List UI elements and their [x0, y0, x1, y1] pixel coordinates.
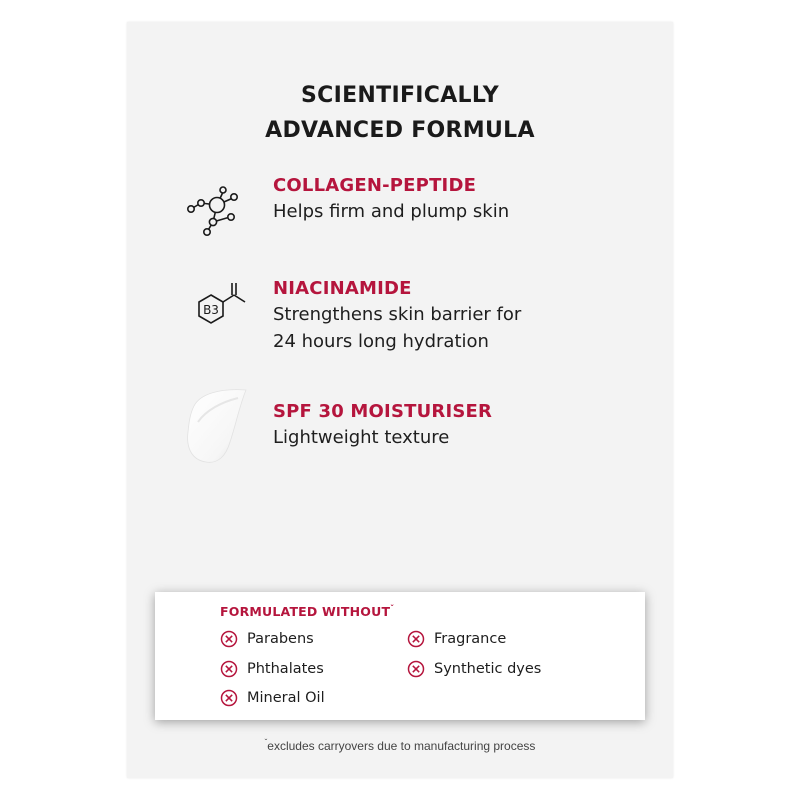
excluded-item-phthalates [220, 659, 324, 679]
molecule-icon [185, 178, 245, 242]
feature-spf-moisturiser [185, 400, 605, 470]
excluded-item-label: Fragrance [434, 631, 507, 647]
feature-description-line-1: Strengthens skin barrier for [273, 304, 522, 325]
formulated-without-title [220, 604, 394, 619]
formulated-without-box [155, 592, 645, 720]
feature-text [273, 277, 603, 355]
circle-x-icon [407, 660, 425, 678]
circle-x-icon [407, 630, 425, 648]
excluded-item-label: Mineral Oil [247, 690, 325, 706]
feature-collagen-peptide [185, 174, 605, 234]
formulated-without-title-text: FORMULATED WITHOUT [220, 604, 391, 620]
feature-text [273, 400, 603, 451]
circle-x-icon [220, 630, 238, 648]
excluded-item-mineral-oil [220, 688, 325, 708]
feature-niacinamide [185, 277, 605, 357]
footnote-mark: ˇ [390, 604, 395, 613]
feature-description: Helps firm and plump skin [273, 201, 510, 222]
feature-name: SPF 30 MOISTURISER [273, 401, 493, 422]
footnote [127, 738, 673, 753]
feature-name: COLLAGEN-PEPTIDE [273, 175, 477, 196]
excluded-item-parabens [220, 629, 314, 649]
excluded-item-synthetic-dyes [407, 659, 541, 679]
b3-hexagon-icon [185, 281, 257, 341]
headline-line-1: SCIENTIFICALLY [301, 83, 499, 108]
excluded-item-label: Phthalates [247, 661, 324, 677]
feature-description: Lightweight texture [273, 427, 450, 448]
excluded-item-label: Parabens [247, 631, 314, 647]
b3-label: B3 [203, 303, 219, 317]
excluded-item-label: Synthetic dyes [434, 661, 542, 677]
feature-description-line-2: 24 hours long hydration [273, 331, 489, 352]
headline [127, 78, 673, 148]
feature-text [273, 174, 603, 225]
cream-swatch-icon [180, 384, 252, 472]
footnote-mark: ˇ [264, 738, 268, 747]
circle-x-icon [220, 689, 238, 707]
footnote-text: excludes carryovers due to manufacturing process [267, 739, 536, 753]
headline-line-2: ADVANCED FORMULA [265, 118, 535, 143]
excluded-item-fragrance [407, 629, 506, 649]
circle-x-icon [220, 660, 238, 678]
feature-name: NIACINAMIDE [273, 278, 412, 299]
